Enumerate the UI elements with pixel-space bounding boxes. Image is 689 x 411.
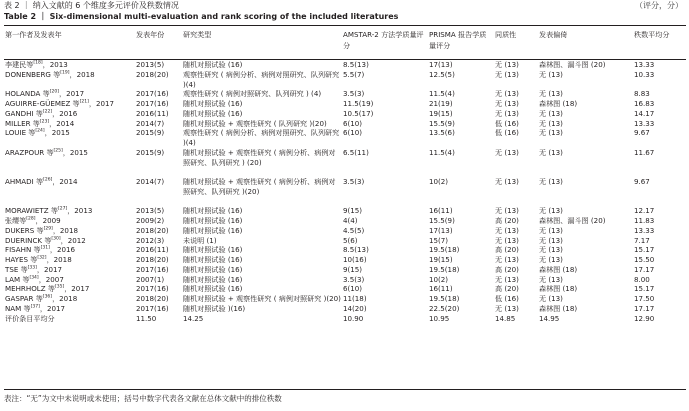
cell-amstar: 3.5(3) bbox=[343, 274, 365, 284]
cell-type: 观察性研究 ( 病例分析、病例对照研究、队列研究 )(4) bbox=[183, 128, 340, 147]
cell-bias: 无 (13) bbox=[539, 206, 563, 216]
cell-type: 随机对照试验 (16) bbox=[183, 206, 243, 216]
author-name: HOLANDA 等 bbox=[5, 89, 50, 99]
cell-author bbox=[4, 294, 135, 304]
cell-type: 观察性研究 ( 病例分析、病例对照研究、队列研究 )(4) bbox=[183, 69, 340, 89]
cell-heterogeneity: 低 (16) bbox=[495, 118, 519, 128]
author-sep: ， bbox=[67, 206, 75, 216]
citation-ref: [36] bbox=[42, 294, 53, 300]
table-row bbox=[4, 177, 686, 206]
header-average: 秩数平均分 bbox=[634, 30, 670, 39]
cell-type: 随机对照试验 (16) bbox=[183, 216, 243, 225]
cell-average: 17.17 bbox=[634, 264, 655, 274]
table-row bbox=[4, 226, 686, 236]
cell-average: 8.00 bbox=[634, 274, 650, 284]
citation-ref: [20] bbox=[49, 89, 59, 95]
author-name: MORAWIETZ 等 bbox=[5, 206, 58, 216]
author-year: 2018 bbox=[53, 255, 72, 264]
table-row bbox=[4, 109, 686, 119]
cell-bias: 无 (13) bbox=[539, 118, 563, 128]
cell-prisma: 15(7) bbox=[429, 235, 449, 245]
cell-author bbox=[4, 226, 135, 236]
header-bias: 发表偏倚 bbox=[539, 30, 568, 39]
cell-prisma: 16(11) bbox=[429, 206, 453, 216]
cell-heterogeneity: 无 (13) bbox=[495, 177, 519, 186]
cell-average: 12.17 bbox=[634, 206, 655, 216]
cell-prisma: 12.5(5) bbox=[429, 69, 455, 79]
table-row bbox=[4, 245, 686, 255]
author-sep: ， bbox=[52, 294, 60, 303]
cell-year: 2018(20) bbox=[136, 225, 169, 235]
author-sep: ， bbox=[42, 60, 50, 69]
author-sep: ， bbox=[49, 118, 57, 128]
citation-ref: [24] bbox=[35, 128, 45, 134]
cell-average: 8.83 bbox=[634, 89, 650, 99]
cell-amstar: 5(6) bbox=[343, 235, 358, 245]
cell-heterogeneity: 高 (20) bbox=[495, 245, 519, 255]
table-note: 表注：“无”为文中未说明或未使用；括号中数字代表各文献在总体文献中的排位秩数 bbox=[4, 394, 282, 403]
author-sep: ， bbox=[39, 303, 47, 313]
cell-amstar: 5.5(7) bbox=[343, 69, 365, 79]
header-type: 研究类型 bbox=[183, 30, 212, 39]
cell-heterogeneity: 无 (13) bbox=[495, 255, 519, 264]
cell-prisma: 11.5(4) bbox=[429, 89, 455, 99]
cell-heterogeneity: 高 (20) bbox=[495, 284, 519, 294]
cell-author bbox=[4, 177, 135, 206]
cell-year: 2017(16) bbox=[136, 264, 169, 274]
cell-amstar: 8.5(13) bbox=[343, 60, 369, 69]
cell-bias: 无 (13) bbox=[539, 245, 563, 255]
author-sep: ， bbox=[46, 255, 54, 264]
cell-year: 2018(20) bbox=[136, 69, 169, 79]
author-sep: ， bbox=[52, 108, 60, 118]
table-row bbox=[4, 216, 686, 226]
table-unit: （评分，分） bbox=[635, 1, 683, 10]
author-name: HAYES 等 bbox=[5, 255, 38, 264]
cell-bias: 森林图 (18) bbox=[539, 264, 578, 274]
cell-bias: 森林图、漏斗图 (20) bbox=[539, 216, 606, 225]
cell-author bbox=[4, 304, 135, 314]
citation-ref: [34] bbox=[29, 275, 39, 281]
cell-type: 随机对照试验 + 观察性研究 ( 病例对照研究 )(20) bbox=[183, 294, 341, 303]
cell-heterogeneity: 无 (13) bbox=[495, 69, 519, 79]
author-name: DONENBERG 等 bbox=[5, 69, 61, 79]
cell-bias: 无 (13) bbox=[539, 128, 563, 138]
cell-type: 随机对照试验 )(16) bbox=[183, 303, 246, 313]
author-name: TSE 等 bbox=[5, 264, 28, 274]
author-sep: ， bbox=[58, 89, 67, 99]
header-row bbox=[4, 28, 686, 60]
cell-average: 11.83 bbox=[634, 216, 655, 225]
cell-type: 随机对照试验 (16) bbox=[183, 99, 243, 108]
cell-year: 2015(9) bbox=[136, 147, 165, 157]
cell-type: 观察性研究 ( 病例对照研究、队列研究 ) (4) bbox=[183, 89, 322, 99]
cell-amstar: 6(10) bbox=[343, 128, 363, 138]
cell-year: 2012(3) bbox=[136, 235, 165, 245]
cell-prisma: 19.5(18) bbox=[429, 294, 460, 303]
author-year: 2018 bbox=[59, 225, 78, 235]
cell-bias: 无 (13) bbox=[539, 274, 563, 284]
author-year: 2015 bbox=[69, 147, 88, 157]
author-year: 2013 bbox=[74, 206, 93, 216]
cell-amstar: 6.5(11) bbox=[343, 147, 369, 157]
cell-bias: 森林图、漏斗图 (20) bbox=[539, 60, 606, 69]
cell-prisma: 19.5(18) bbox=[429, 245, 460, 255]
cell-prisma: 16(11) bbox=[429, 284, 453, 294]
cell-type: 随机对照试验 (16) bbox=[183, 264, 243, 274]
cell-prisma: 21(19) bbox=[429, 99, 453, 108]
cell-year: 2014(7) bbox=[136, 118, 165, 128]
author-year: 2016 bbox=[59, 108, 78, 118]
cell-type: 随机对照试验 (16) bbox=[183, 284, 243, 294]
cell-average: 7.17 bbox=[634, 235, 650, 245]
author-name: LOUIE 等 bbox=[5, 128, 36, 138]
table-row bbox=[4, 284, 686, 294]
cell-prisma: 11.5(4) bbox=[429, 147, 455, 157]
cell-type: 14.25 bbox=[183, 313, 204, 323]
author-year: 2017 bbox=[71, 284, 90, 294]
citation-ref: [32] bbox=[37, 255, 47, 261]
author-sep: ， bbox=[44, 128, 52, 138]
cell-author bbox=[4, 265, 135, 275]
cell-heterogeneity: 无 (13) bbox=[495, 206, 519, 216]
author-name: DUERINCK 等 bbox=[5, 235, 52, 245]
author-sep: ， bbox=[69, 69, 77, 79]
author-name: AGUIRRE-GÜEMEZ 等 bbox=[5, 99, 80, 108]
cell-heterogeneity: 无 (13) bbox=[495, 303, 519, 313]
author-name: GASPAR 等 bbox=[5, 294, 43, 303]
author-year: 2017 bbox=[96, 99, 115, 108]
cell-prisma: 19(15) bbox=[429, 108, 453, 118]
cell-bias: 无 (13) bbox=[539, 294, 563, 303]
cell-year: 2007(1) bbox=[136, 274, 165, 284]
cell-author bbox=[4, 236, 135, 246]
table-row bbox=[4, 206, 686, 216]
cell-bias: 无 (13) bbox=[539, 89, 563, 99]
cell-author bbox=[4, 206, 135, 216]
author-year: 2017 bbox=[44, 264, 63, 274]
author-sep: ， bbox=[35, 216, 43, 225]
table-row bbox=[4, 99, 686, 109]
table-caption-cn: 表 2 ｜ 纳入文献的 6 个维度多元评价及秩数情况 bbox=[4, 1, 179, 10]
author-sep: ， bbox=[38, 274, 46, 284]
author-name: 张缨等 bbox=[5, 216, 27, 225]
author-sep: ， bbox=[64, 284, 72, 294]
author-year: 2007 bbox=[45, 274, 64, 284]
citation-ref: [27] bbox=[57, 206, 68, 212]
cell-bias: 无 (13) bbox=[539, 225, 563, 235]
cell-average: 15.17 bbox=[634, 284, 655, 294]
author-sep: ， bbox=[62, 147, 70, 157]
author-sep: ， bbox=[52, 177, 60, 186]
author-sep: ， bbox=[36, 264, 45, 274]
table-row bbox=[4, 89, 686, 99]
cell-bias: 森林图 (18) bbox=[539, 99, 578, 108]
cell-prisma: 22.5(20) bbox=[429, 303, 460, 313]
header-heterogeneity: 同质性 bbox=[495, 30, 517, 39]
table-row bbox=[4, 128, 686, 148]
cell-prisma: 19(15) bbox=[429, 255, 453, 264]
cell-year: 11.50 bbox=[136, 313, 157, 323]
citation-ref: [21] bbox=[79, 99, 89, 105]
author-year: 2015 bbox=[51, 128, 70, 138]
table-row bbox=[4, 265, 686, 275]
author-name: ARAZPOUR 等 bbox=[5, 147, 54, 157]
cell-year: 2018(20) bbox=[136, 255, 169, 264]
cell-amstar: 10.90 bbox=[343, 313, 364, 323]
table-caption-en: Table 2 ｜ Six-dimensional multi-evaluation and rank scoring of the included literatures bbox=[4, 12, 399, 21]
cell-prisma: 15.5(9) bbox=[429, 216, 455, 225]
cell-bias: 14.95 bbox=[539, 313, 560, 323]
citation-ref: [18] bbox=[33, 60, 43, 66]
cell-amstar: 3.5(3) bbox=[343, 177, 365, 186]
cell-author bbox=[4, 109, 135, 119]
cell-bias: 无 (13) bbox=[539, 147, 563, 157]
cell-average: 11.67 bbox=[634, 147, 655, 157]
cell-prisma: 10(2) bbox=[429, 177, 449, 186]
cell-author bbox=[4, 89, 135, 99]
author-name: 李建民等 bbox=[5, 60, 34, 69]
cell-amstar: 4.5(5) bbox=[343, 225, 365, 235]
cell-year: 2016(11) bbox=[136, 245, 169, 255]
citation-ref: [29] bbox=[43, 226, 53, 232]
table-row bbox=[4, 70, 686, 90]
cell-amstar: 10(16) bbox=[343, 255, 367, 264]
cell-amstar: 6(10) bbox=[343, 118, 363, 128]
cell-heterogeneity: 高 (20) bbox=[495, 264, 519, 274]
table-row bbox=[4, 275, 686, 285]
citation-ref: [28] bbox=[26, 216, 36, 222]
cell-amstar: 10.5(17) bbox=[343, 108, 374, 118]
cell-heterogeneity: 无 (13) bbox=[495, 225, 519, 235]
cell-year: 2017(16) bbox=[136, 99, 169, 108]
cell-author bbox=[4, 216, 135, 226]
cell-average: 12.90 bbox=[634, 313, 655, 323]
cell-author bbox=[4, 99, 135, 109]
cell-heterogeneity: 无 (13) bbox=[495, 147, 519, 157]
evaluation-table bbox=[4, 28, 686, 323]
header-year: 发表年份 bbox=[136, 30, 165, 39]
cell-amstar: 3.5(3) bbox=[343, 89, 365, 99]
cell-prisma: 17(13) bbox=[429, 225, 453, 235]
cell-average: 15.50 bbox=[634, 255, 655, 264]
author-name: NAM 等 bbox=[5, 303, 31, 313]
citation-ref: [37] bbox=[30, 304, 40, 310]
cell-type: 随机对照试验 (16) bbox=[183, 108, 243, 118]
cell-prisma: 17(13) bbox=[429, 60, 453, 69]
cell-average-label: 评价条目平均分 bbox=[5, 313, 55, 323]
cell-prisma: 10.95 bbox=[429, 313, 450, 323]
cell-prisma: 19.5(18) bbox=[429, 264, 460, 274]
cell-heterogeneity: 低 (16) bbox=[495, 128, 519, 138]
table-row bbox=[4, 119, 686, 129]
cell-type: 随机对照试验 (16) bbox=[183, 245, 243, 255]
author-sep: ， bbox=[49, 245, 57, 255]
author-sep: ， bbox=[52, 225, 60, 235]
table-row bbox=[4, 236, 686, 246]
table-row bbox=[4, 148, 686, 177]
cell-year: 2013(5) bbox=[136, 60, 165, 69]
author-year: 2017 bbox=[66, 89, 85, 99]
cell-type: 随机对照试验 + 观察性研究 ( 队列研究 )(20) bbox=[183, 118, 327, 128]
cell-average: 16.83 bbox=[634, 99, 655, 108]
cell-bias: 无 (13) bbox=[539, 108, 563, 118]
cell-amstar: 8.5(13) bbox=[343, 245, 369, 255]
cell-average: 10.33 bbox=[634, 69, 655, 79]
cell-type: 随机对照试验 + 观察性研究 ( 病例分析、病例对照研究、队列研究 )(20) bbox=[183, 177, 336, 196]
cell-author bbox=[4, 275, 135, 285]
cell-average: 17.50 bbox=[634, 294, 655, 303]
cell-type: 随机对照试验 + 观察性研究 ( 病例分析、病例对照研究、队列研究 ) (20) bbox=[183, 147, 336, 167]
cell-author bbox=[4, 255, 135, 265]
table-row bbox=[4, 60, 686, 70]
author-sep: ， bbox=[88, 99, 96, 108]
author-year: 2013 bbox=[49, 60, 68, 69]
cell-author bbox=[4, 60, 135, 70]
citation-ref: [31] bbox=[40, 245, 50, 251]
cell-author bbox=[4, 128, 135, 148]
cell-bias: 森林图 (18) bbox=[539, 303, 578, 313]
cell-average: 14.17 bbox=[634, 108, 655, 118]
cell-year: 2017(16) bbox=[136, 284, 169, 294]
citation-ref: [25] bbox=[53, 148, 63, 154]
table-row bbox=[4, 255, 686, 265]
cell-heterogeneity: 高 (20) bbox=[495, 216, 519, 225]
cell-average: 13.33 bbox=[634, 60, 655, 69]
cell-heterogeneity: 无 (13) bbox=[495, 89, 519, 99]
cell-heterogeneity: 无 (13) bbox=[495, 274, 519, 284]
cell-heterogeneity: 无 (13) bbox=[495, 235, 519, 245]
header-author: 第一作者及发表年 bbox=[5, 30, 62, 39]
citation-ref: [30] bbox=[51, 236, 61, 242]
cell-amstar: 9(15) bbox=[343, 206, 363, 216]
cell-type: 随机对照试验 (16) bbox=[183, 255, 243, 264]
cell-type: 随机对照试验 (16) bbox=[183, 274, 243, 284]
cell-bias: 无 (13) bbox=[539, 255, 563, 264]
cell-prisma: 10(2) bbox=[429, 274, 449, 284]
cell-average: 9.67 bbox=[634, 128, 650, 138]
cell-prisma: 15.5(9) bbox=[429, 118, 455, 128]
cell-amstar: 9(15) bbox=[343, 264, 363, 274]
cell-bias: 森林图 (18) bbox=[539, 284, 578, 294]
author-year: 2018 bbox=[59, 294, 78, 303]
header-amstar: AMSTAR-2 方法学质量评分 bbox=[343, 30, 424, 50]
author-year: 2012 bbox=[67, 235, 86, 245]
cell-bias: 无 (13) bbox=[539, 177, 563, 186]
top-rule bbox=[4, 25, 686, 26]
cell-author bbox=[4, 284, 135, 294]
cell-year: 2018(20) bbox=[136, 294, 169, 303]
cell-average: 13.33 bbox=[634, 118, 655, 128]
cell-bias: 无 (13) bbox=[539, 235, 563, 245]
average-row bbox=[4, 314, 686, 324]
cell-author bbox=[4, 148, 135, 177]
author-sep: ， bbox=[60, 235, 68, 245]
cell-prisma: 13.5(6) bbox=[429, 128, 455, 138]
cell-type: 未说明 (1) bbox=[183, 235, 217, 245]
author-name: MILLER 等 bbox=[5, 118, 40, 128]
table-row bbox=[4, 294, 686, 304]
cell-year: 2015(9) bbox=[136, 128, 165, 138]
cell-author bbox=[4, 70, 135, 90]
cell-year: 2014(7) bbox=[136, 177, 165, 186]
author-name: FISAHN 等 bbox=[5, 245, 41, 255]
cell-average: 15.17 bbox=[634, 245, 655, 255]
author-year: 2018 bbox=[76, 69, 95, 79]
cell-type: 随机对照试验 (16) bbox=[183, 60, 243, 69]
citation-ref: [35] bbox=[54, 284, 65, 290]
author-name: MEHRHOLZ 等 bbox=[5, 284, 55, 294]
citation-ref: [33] bbox=[27, 265, 37, 271]
table-row bbox=[4, 304, 686, 314]
cell-bias: 无 (13) bbox=[539, 69, 563, 79]
cell-year: 2009(2) bbox=[136, 216, 165, 225]
author-name: GANDHI 等 bbox=[5, 108, 43, 118]
citation-ref: [22] bbox=[42, 109, 53, 115]
cell-year: 2013(5) bbox=[136, 206, 165, 216]
cell-heterogeneity: 14.85 bbox=[495, 313, 516, 323]
cell-year: 2017(16) bbox=[136, 303, 169, 313]
cell-year: 2017(16) bbox=[136, 89, 169, 99]
author-year: 2009 bbox=[42, 216, 61, 225]
author-year: 2016 bbox=[57, 245, 76, 255]
cell-amstar: 6(10) bbox=[343, 284, 363, 294]
citation-ref: [26] bbox=[43, 177, 53, 183]
author-year: 2014 bbox=[56, 118, 75, 128]
bottom-rule bbox=[4, 389, 686, 390]
author-name: AHMADI 等 bbox=[5, 177, 44, 186]
cell-heterogeneity: 无 (13) bbox=[495, 99, 519, 108]
cell-amstar: 11.5(19) bbox=[343, 99, 374, 108]
cell-average: 13.33 bbox=[634, 225, 655, 235]
citation-ref: [23] bbox=[39, 119, 50, 125]
author-name: LAM 等 bbox=[5, 274, 30, 284]
cell-type: 随机对照试验 (16) bbox=[183, 225, 243, 235]
cell-amstar: 11(18) bbox=[343, 294, 367, 303]
cell-average: 17.17 bbox=[634, 303, 655, 313]
cell-year: 2016(11) bbox=[136, 108, 169, 118]
cell-heterogeneity: 低 (16) bbox=[495, 294, 519, 303]
cell-heterogeneity: 无 (13) bbox=[495, 108, 519, 118]
citation-ref: [19] bbox=[60, 70, 70, 76]
cell-heterogeneity: 无 (13) bbox=[495, 60, 519, 69]
cell-amstar: 4(4) bbox=[343, 216, 358, 225]
cell-author bbox=[4, 119, 135, 129]
header-prisma: PRISMA 报告学质量评分 bbox=[429, 30, 487, 50]
cell-amstar: 14(20) bbox=[343, 303, 367, 313]
author-name: DUKERS 等 bbox=[5, 225, 44, 235]
cell-average: 9.67 bbox=[634, 177, 650, 186]
author-year: 2017 bbox=[46, 303, 66, 313]
author-year: 2014 bbox=[59, 177, 78, 186]
cell-author bbox=[4, 245, 135, 255]
